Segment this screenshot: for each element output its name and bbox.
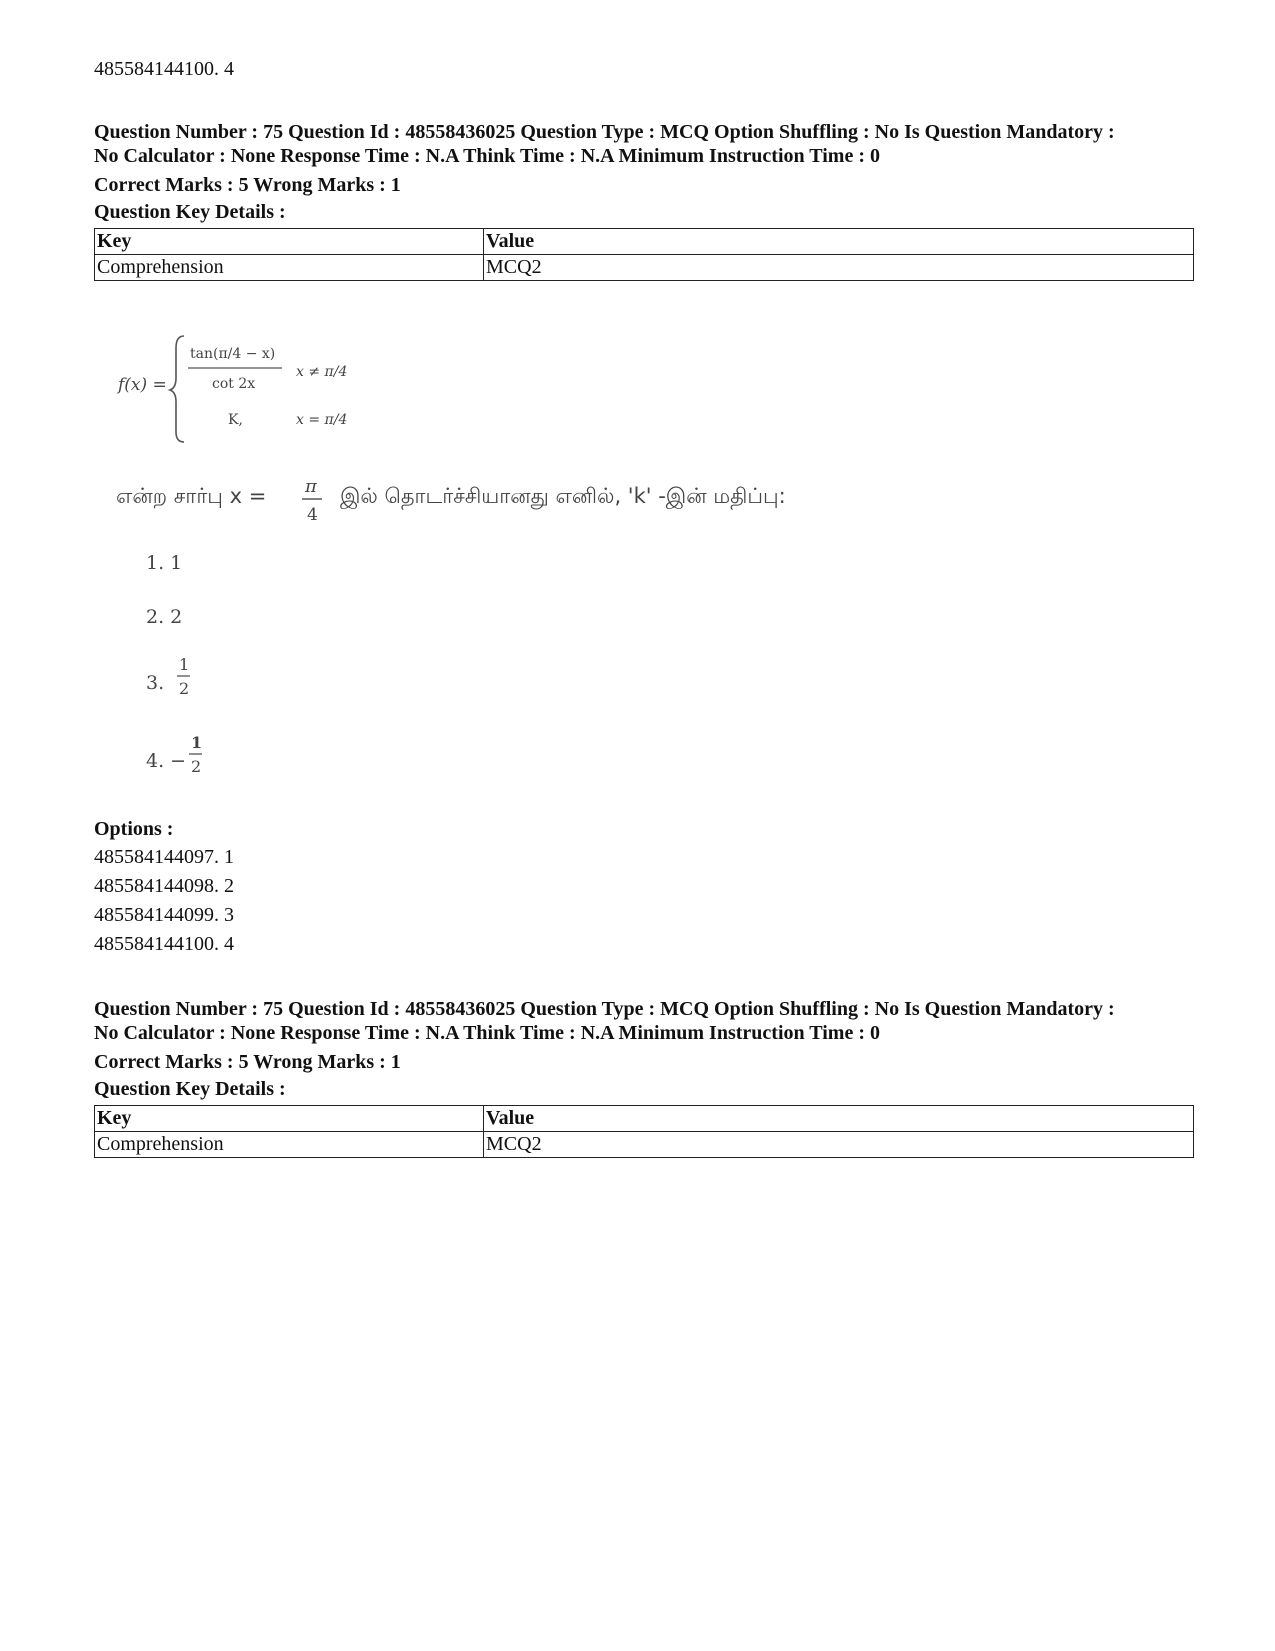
- case1-denominator: cot 2x: [212, 376, 256, 392]
- svg-text:2: 2: [179, 679, 190, 698]
- image-option-2: 2. 2: [146, 606, 183, 628]
- question-meta-line-1: Question Number : 75 Question Id : 48558436025 Question Type : MCQ Option Shuffling : No Is Question Mandatory :: [94, 998, 1115, 1020]
- svg-text:π: π: [305, 476, 317, 497]
- image-option-3-label: 3.: [146, 672, 165, 694]
- case2-condition: x = π/4: [296, 412, 348, 428]
- key-details-table: [94, 1105, 1194, 1158]
- brace-shape: [170, 336, 184, 442]
- options-label: Options :: [94, 818, 174, 840]
- key-details-label: Question Key Details :: [94, 1078, 286, 1100]
- previous-option-line: 485584144100. 4: [94, 58, 234, 80]
- case1-condition: x ≠ π/4: [296, 364, 348, 380]
- one-half-fraction: [176, 654, 192, 702]
- option-line-2: 485584144098. 2: [94, 875, 234, 897]
- pi-over-4-fraction: [298, 472, 328, 528]
- question-meta-line-1: Question Number : 75 Question Id : 48558436025 Question Type : MCQ Option Shuffling : No Is Question Mandatory :: [94, 121, 1115, 143]
- marks-line: Correct Marks : 5 Wrong Marks : 1: [94, 174, 401, 196]
- table-cell-key: Comprehension: [95, 1132, 484, 1158]
- svg-text:1: 1: [191, 733, 203, 752]
- table-header-value: Value: [484, 229, 1194, 255]
- question-block-1: [94, 120, 1194, 281]
- image-option-3: [146, 655, 190, 698]
- question-text-line: [116, 472, 976, 532]
- svg-text:2: 2: [191, 757, 202, 776]
- table-cell-value: MCQ2: [484, 255, 1194, 281]
- table-header-key: Key: [95, 1106, 484, 1132]
- minus-one-half-fraction: [188, 732, 204, 780]
- option-line-1: 485584144097. 1: [94, 846, 234, 868]
- question-meta-line-2: No Calculator : None Response Time : N.A Think Time : N.A Minimum Instruction Time : 0: [94, 145, 880, 167]
- table-cell-key: Comprehension: [95, 255, 484, 281]
- case1-numerator: tan(π/4 − x): [190, 346, 276, 362]
- question-block-2: [94, 997, 1194, 1158]
- key-details-table: [94, 228, 1194, 281]
- piecewise-function-figure: [116, 328, 446, 448]
- key-details-label: Question Key Details :: [94, 201, 286, 223]
- option-line-4: 485584144100. 4: [94, 933, 234, 955]
- table-header-key: Key: [95, 229, 484, 255]
- image-option-4: [146, 733, 203, 776]
- svg-text:4: 4: [307, 505, 318, 525]
- table-cell-value: MCQ2: [484, 1132, 1194, 1158]
- question-meta-line-2: No Calculator : None Response Time : N.A Think Time : N.A Minimum Instruction Time : 0: [94, 1022, 880, 1044]
- image-option-1: 1. 1: [146, 552, 183, 574]
- image-option-4-label: 4. −: [146, 750, 187, 772]
- option-line-3: 485584144099. 3: [94, 904, 234, 926]
- question-text-suffix: இல் தொடர்ச்சியானது எனில், 'k' -இன் மதிப்பு:: [340, 484, 786, 508]
- svg-text:1: 1: [179, 655, 190, 674]
- function-lhs: f(x) =: [118, 375, 167, 395]
- marks-line: Correct Marks : 5 Wrong Marks : 1: [94, 1051, 401, 1073]
- question-text-prefix: என்ற சார்பு x =: [116, 484, 267, 508]
- case2-value: K,: [228, 412, 243, 428]
- table-header-value: Value: [484, 1106, 1194, 1132]
